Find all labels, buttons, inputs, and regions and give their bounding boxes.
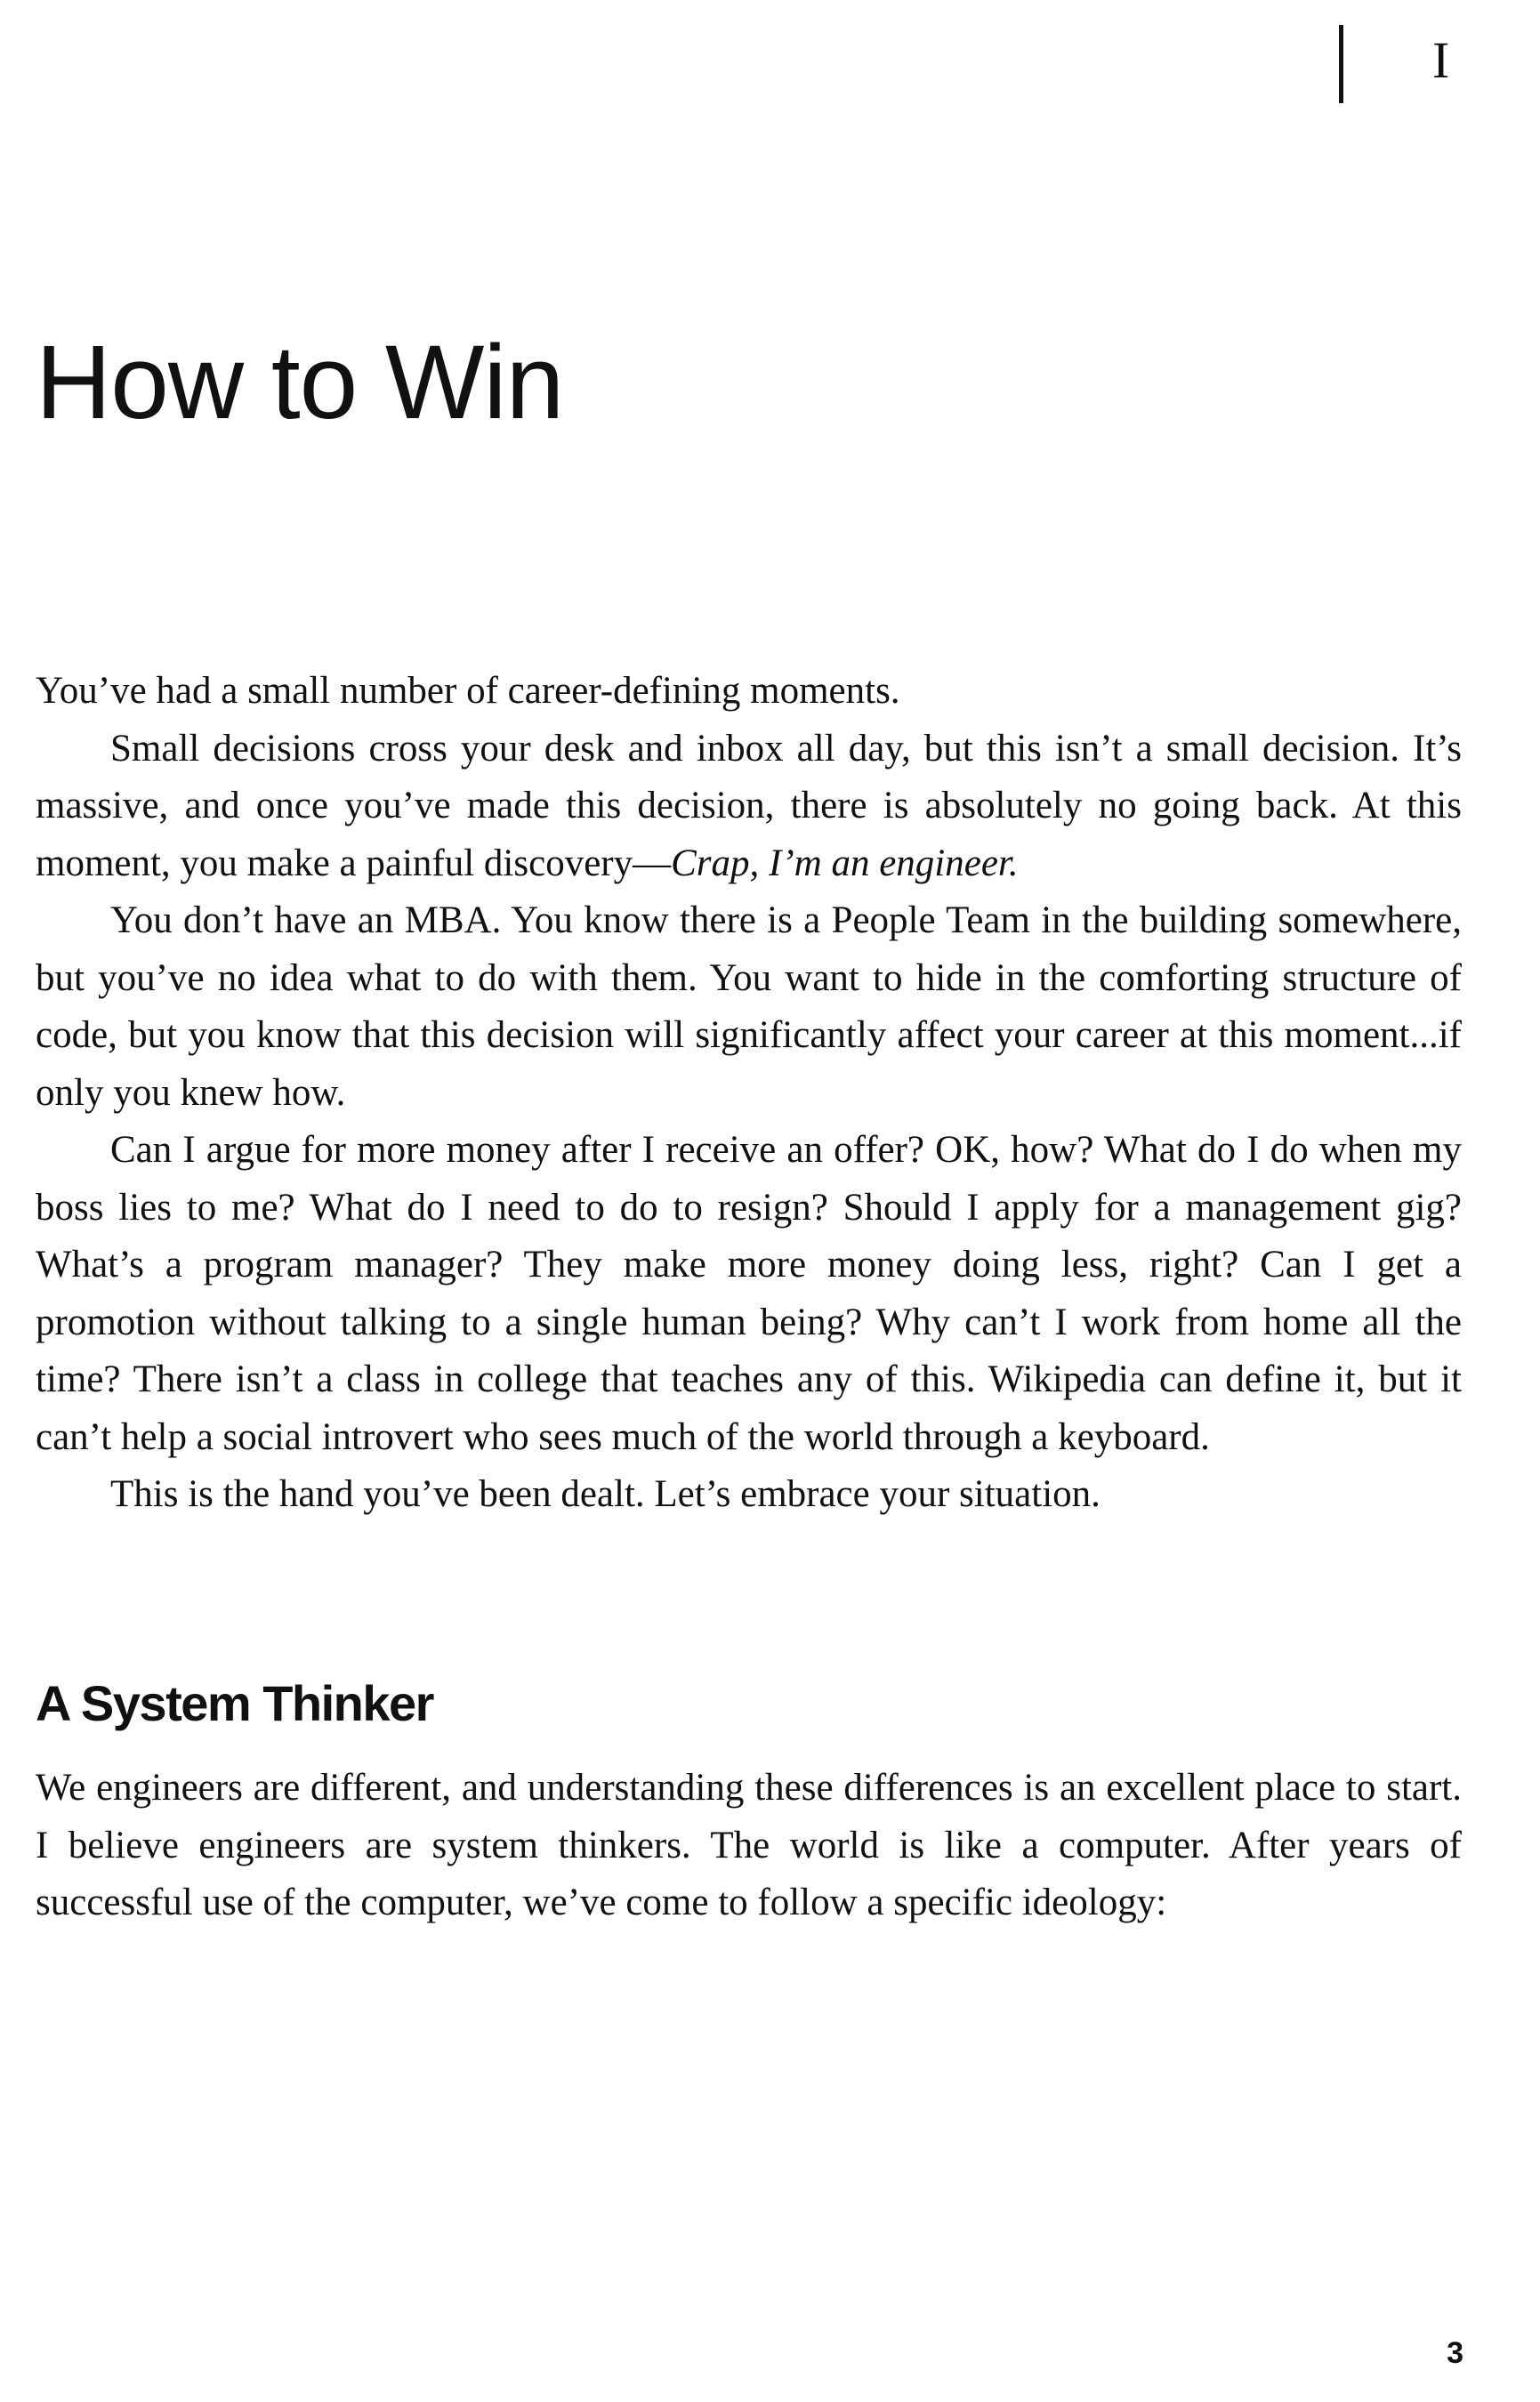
intro-paragraph-1: You’ve had a small number of career-defining moments. (36, 670, 900, 712)
section-heading: A System Thinker (36, 1675, 433, 1731)
chapter-title: How to Win (36, 324, 564, 441)
intro-paragraph-4: Can I argue for more money after I receive an offer? OK, how? What do I do when my boss lies to me? What do I need to do to resign? Should I apply for a management gig? What’s a program manager? They make more money doing less, right? Can I get a promotion without talking to a single human being? Why can’t I work from home all the time? There isn’t a class in college that teaches any of this. Wikipedia can define it, but it can’t help a social introvert who sees much of the world through a keyboard. (36, 1129, 1462, 1458)
chapter-number: I (1432, 31, 1450, 89)
intro-paragraph-5: This is the hand you’ve been dealt. Let’s embrace your situation. (110, 1473, 1101, 1515)
page-number: 3 (1447, 2336, 1463, 2370)
intro-paragraph-2-emphasis: Crap, I’m an engineer. (671, 842, 1019, 884)
chapter-rule-divider (1339, 25, 1343, 103)
section-body (36, 1760, 1462, 1932)
section-paragraph-1: We engineers are different, and understanding these differences is an excellent place to start. I believe engineers are system thinkers. The world is like a computer. After years of successful use of the computer, we’ve come to follow a specific ideology: (36, 1767, 1462, 1923)
intro-paragraph-2 (36, 721, 1462, 893)
intro-paragraph-2-text: Small decisions cross your desk and inbox all day, but this isn’t a small decision. It’s massive, and once you’ve made this decision, there is absolutely no going back. At this moment, you make a painful discovery— (36, 727, 1462, 884)
intro-paragraph-3: You don’t have an MBA. You know there is a People Team in the building somewhere, but you’ve no idea what to do with them. You want to hide in the comforting structure of code, but you know that this decision will significantly affect your career at this moment...if only you knew how. (36, 899, 1462, 1114)
intro-body (36, 663, 1462, 1524)
chapter-marker (1339, 25, 1481, 105)
